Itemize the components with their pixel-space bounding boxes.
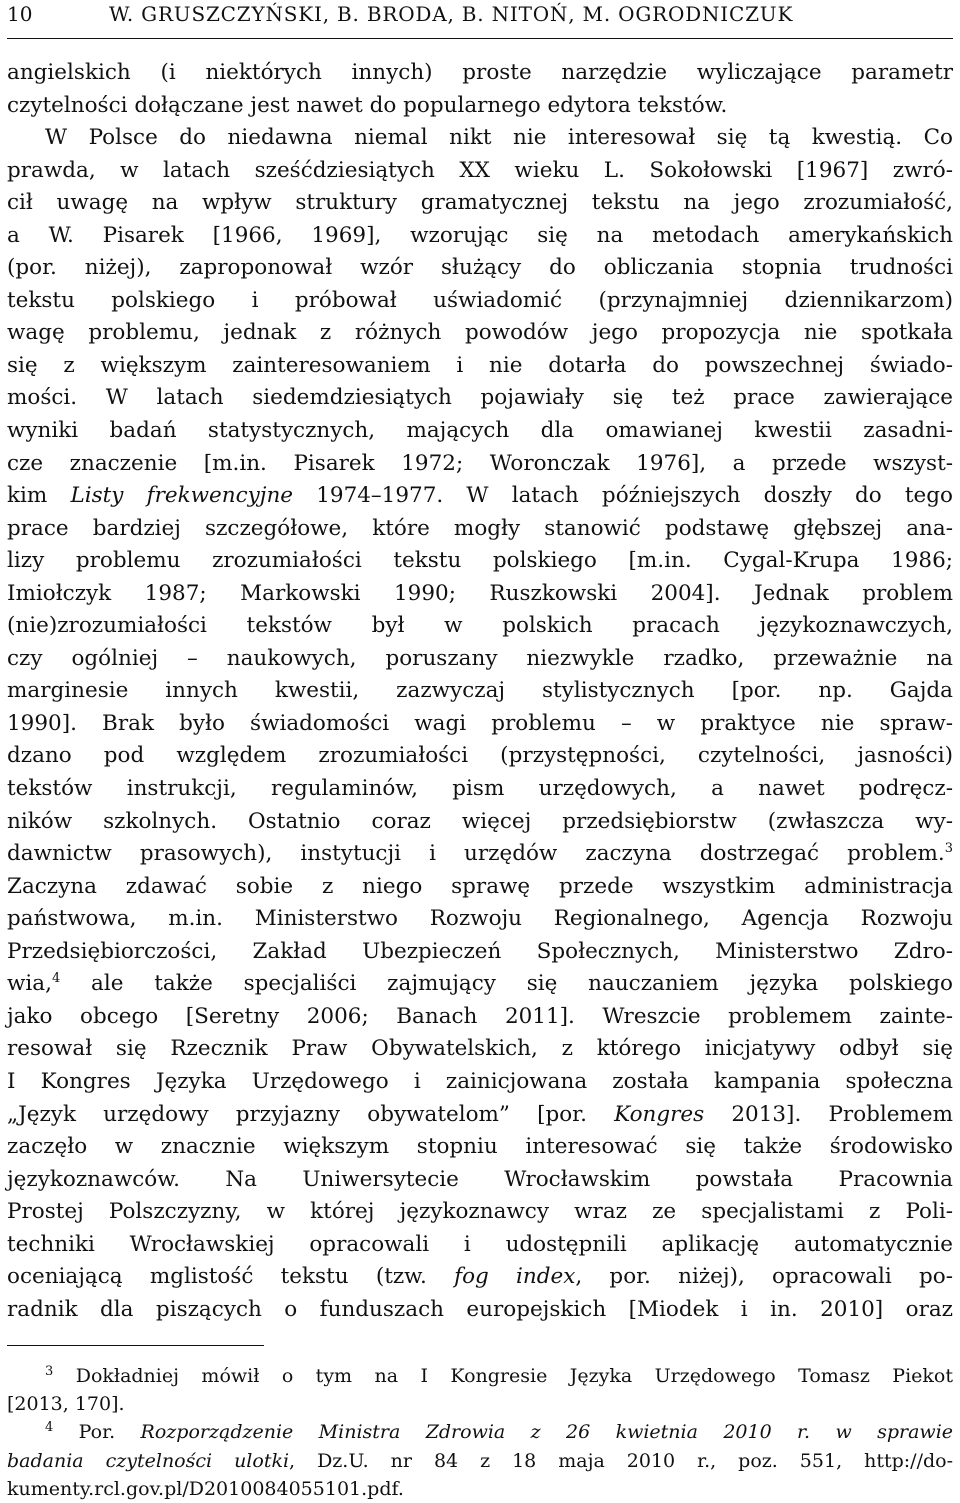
footnote-4 [7, 1418, 953, 1446]
footnotes [7, 1362, 953, 1503]
text-run: „Język urzędowy przyjazny obywatelom” [por. [7, 1101, 615, 1127]
text-line: ników szkolnych. Ostatnio coraz więcej przedsiębiorstw (zwłaszcza wy- [7, 808, 953, 834]
text-line [7, 1099, 953, 1132]
text-line: czy ogólniej – naukowych, poruszany niezwykle rzadko, przeważnie na [7, 645, 953, 671]
text-run: ale także specjaliści zajmujący się nauczaniem języka polskiego [60, 971, 953, 997]
footnote-text: Dokładniej mówił o tym na I Kongresie Języka Urzędowego Tomasz Piekot [75, 1365, 954, 1387]
text-run: 1974–1977. W latach późniejszych doszły do tego [293, 483, 953, 509]
footnote-ref: 4 [51, 971, 61, 987]
text-run: wia, [7, 971, 52, 997]
title-italic: Rozporządzenie Ministra Zdrowia z 26 kwietnia 2010 r. w sprawie [140, 1421, 954, 1444]
title-italic: Listy frekwencyjne [70, 483, 294, 509]
text-line: cił uwagę na wpływ struktury gramatycznej tekstu na jego zrozumiałość, [7, 190, 953, 216]
text-line: resował się Rzecznik Praw Obywatelskich, z którego inicjatywy odbył się [7, 1036, 953, 1062]
text-line: Przedsiębiorczości, Zakład Ubezpieczeń Społecznych, Ministerstwo Zdro- [7, 938, 953, 964]
text-line: angielskich (i niektórych innych) proste narzędzie wyliczające parametr [7, 60, 953, 85]
text-line: jako obcego [Seretny 2006; Banach 2011]. Wreszcie problemem zainte- [7, 1003, 953, 1029]
text-line: językoznawców. Na Uniwersytecie Wrocławskim powstała Pracownia [7, 1166, 953, 1192]
text-line: (por. niżej), zaproponował wzór służący do obliczania stopnia trudności [7, 255, 953, 281]
text-run: kim [7, 483, 71, 509]
footnote-text: Por. [78, 1421, 141, 1444]
running-header [7, 0, 953, 39]
footnote-line [7, 1447, 953, 1475]
text-run: 2013]. Problemem [704, 1101, 954, 1127]
text-run: , por. niżej), opracowali po- [575, 1264, 954, 1290]
text-line: Zaczyna zdawać sobie z niego sprawę przede wszystkim administracja [7, 873, 953, 899]
text-line: dzano pod względem zrozumiałości (przystępności, czytelności, jasności) [7, 743, 953, 769]
text-line: techniki Wrocławskiej opracowali i udostępnili aplikację automatycznie [7, 1231, 953, 1257]
text-line: prace bardziej szczegółowe, które mogły stanowić podstawę głębszej ana- [7, 515, 953, 541]
term-italic: fog index [454, 1264, 576, 1290]
text-line: czytelności dołączane jest nawet do popularnego edytora tekstów. [7, 92, 728, 118]
footnote-line: [2013, 170]. [7, 1393, 125, 1416]
title-italic: Kongres [614, 1101, 705, 1127]
text-line: mości. W latach siedemdziesiątych pojawiały się też prace zawierające [7, 385, 953, 411]
text-line [7, 480, 953, 513]
text-line: państwowa, m.in. Ministerstwo Rozwoju Regionalnego, Agencja Rozwoju [7, 906, 953, 932]
text-line: W Polsce do niedawna niemal nikt nie interesował się tą kwestią. Co [45, 125, 953, 151]
text-line [7, 1261, 953, 1294]
running-head: W. GRUSZCZYŃSKI, B. BRODA, B. NITOŃ, M. OGRODNICZUK [109, 2, 794, 26]
text-line: radnik dla piszących o funduszach europejskich [Miodek i in. 2010] oraz [7, 1296, 953, 1322]
text-line: lizy problemu zrozumiałości tekstu polskiego [m.in. Cygal-Krupa 1986; [7, 548, 953, 574]
text-line: marginesie innych kwestii, zazwyczaj stylistycznych [por. np. Gajda [7, 678, 953, 704]
text-run: dawnictw prasowych), instytucji i urzędów zaczyna dostrzegać problem. [7, 841, 945, 867]
text-line: tekstów instrukcji, regulaminów, pism urzędowych, a nawet podręcz- [7, 776, 953, 802]
footnote-link: kumenty.rcl.gov.pl/D2010084055101.pdf. [7, 1477, 404, 1500]
footnote-number: 4 [45, 1420, 54, 1436]
text-line: (nie)zrozumiałości tekstów był w polskich pracach językoznawczych, [7, 613, 953, 639]
text-line: I Kongres Języka Urzędowego i zainicjowana została kampania społeczna [7, 1068, 953, 1094]
text-line: się z większym zainteresowaniem i nie dotarła do powszechnej świado- [7, 352, 953, 378]
text-line: 1990]. Brak było świadomości wagi problemu – w praktyce nie spraw- [7, 710, 953, 736]
text-line: cze znaczenie [m.in. Pisarek 1972; Woronczak 1976], a przede wszyst- [7, 450, 953, 476]
text-line: prawda, w latach sześćdziesiątych XX wieku L. Sokołowski [1967] zwró- [7, 157, 953, 183]
text-line: wyniki badań statystycznych, mających dla omawianej kwestii zasadni- [7, 418, 953, 444]
title-italic: badania czytelności ulotki [7, 1449, 290, 1472]
text-line [7, 838, 953, 871]
footnote-3 [7, 1362, 953, 1390]
text-line: wagę problemu, jednak z różnych powodów jego propozycja nie spotkała [7, 320, 953, 346]
text-line: a W. Pisarek [1966, 1969], wzorując się na metodach amerykańskich [7, 222, 953, 248]
text-line: tekstu polskiego i próbował uświadomić (przynajmniej dziennikarzom) [7, 287, 953, 313]
main-text [7, 57, 953, 1326]
text-line: Imiołczyk 1987; Markowski 1990; Ruszkowski 2004]. Jednak problem [7, 580, 953, 606]
text-line [7, 968, 953, 1001]
footnote-ref: 3 [944, 841, 953, 857]
text-run: oceniającą mglistość tekstu (tzw. [7, 1264, 455, 1290]
text-line: Prostej Polszczyzny, w której językoznawcy wraz ze specjalistami z Poli- [7, 1199, 953, 1225]
footnote-separator [7, 1345, 264, 1346]
page-number: 10 [7, 2, 33, 26]
text-line: zaczęło w znacznie większym stopniu interesować się także środowisko [7, 1134, 953, 1160]
footnote-text: , Dz.U. nr 84 z 18 maja 2010 r., poz. 551, http://do- [289, 1449, 953, 1472]
footnote-number: 3 [45, 1364, 54, 1379]
